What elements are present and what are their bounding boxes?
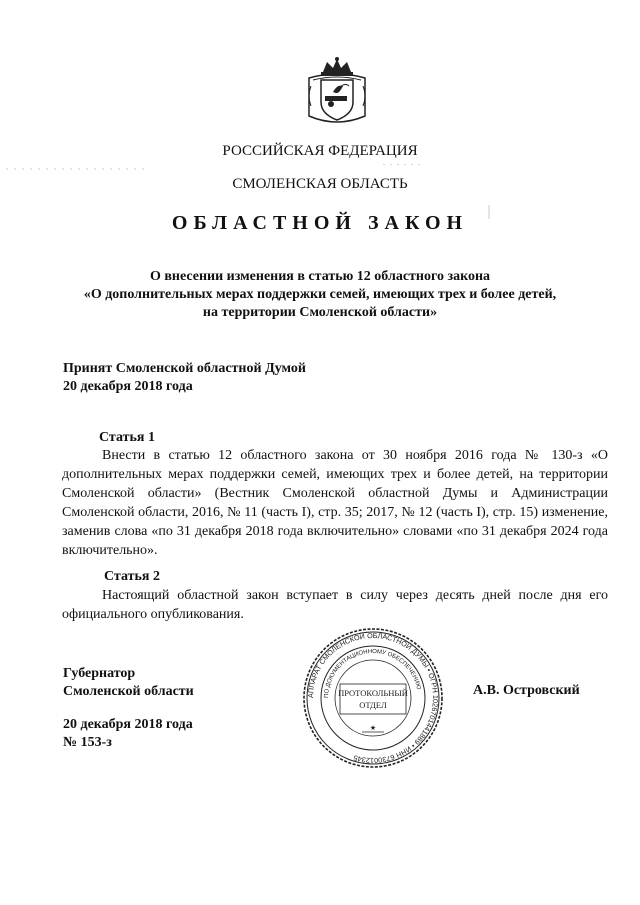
- signatory-region: Смоленской области: [63, 684, 194, 699]
- law-subject-line: «О дополнительных мерах поддержки семей, имеющих трех и более детей,: [83, 287, 557, 302]
- stamp-star-icon: ★: [369, 724, 377, 732]
- stamp-center-text: ОТДЕЛ: [359, 700, 387, 710]
- law-date: 20 декабря 2018 года: [63, 717, 193, 732]
- coat-of-arms-icon: [303, 56, 371, 130]
- law-subject-line: О внесении изменения в статью 12 областного закона: [149, 269, 491, 284]
- stamp-center-text: ПРОТОКОЛЬНЫЙ: [338, 688, 408, 698]
- signatory-title: Губернатор: [63, 666, 136, 681]
- stamp-ring-text: АППАРАТ СМОЛЕНСКОЙ ОБЛАСТНОЙ ДУМЫ • ОГРН 1026701441889 • ИНН 6730012345: [305, 630, 441, 766]
- scan-artifact: [383, 163, 423, 166]
- scan-artifact: [6, 167, 146, 171]
- article-1-text: Внести в статью 12 областного закона от 30 ноября 2016 года № 130-з «О дополнительных мерах поддержки семей, имеющих трех и более детей, на территории Смоленской области» (Вестник Смоленской областной Думы и Администрации Смоленской области, 2016, № 11 (часть I), стр. 35; 2017, № 12 (часть I), стр. 15) изменение, заменив слова «по 31 декабря 2018 года включительно» словами «по 31 декабря 2024 года включительно».: [62, 448, 608, 558]
- region-heading: СМОЛЕНСКАЯ ОБЛАСТЬ: [232, 176, 408, 192]
- article-2-text: Настоящий областной закон вступает в силу через десять дней после дня его официального опубликования.: [62, 588, 608, 622]
- adoption-body: Принят Смоленской областной Думой: [63, 361, 306, 376]
- signatory-name: А.В. Островский: [473, 683, 580, 698]
- article-2-title: Статья 2: [104, 569, 160, 584]
- law-date-number: [63, 716, 193, 752]
- adoption-info: [63, 360, 306, 396]
- stamp-inner-ring-text: ПО ДОКУМЕНТАЦИОННОМУ ОБЕСПЕЧЕНИЮ: [323, 648, 422, 699]
- official-stamp: [302, 627, 444, 769]
- signatory-position: [63, 665, 194, 701]
- law-title: ОБЛАСТНОЙ ЗАКОН: [171, 212, 469, 234]
- article-1-title: Статья 1: [99, 430, 155, 445]
- adoption-date: 20 декабря 2018 года: [63, 379, 193, 394]
- country-heading: РОССИЙСКАЯ ФЕДЕРАЦИЯ: [222, 143, 418, 159]
- law-number: № 153-з: [63, 735, 112, 750]
- law-subject: [0, 268, 640, 322]
- law-subject-line: на территории Смоленской области»: [202, 305, 438, 320]
